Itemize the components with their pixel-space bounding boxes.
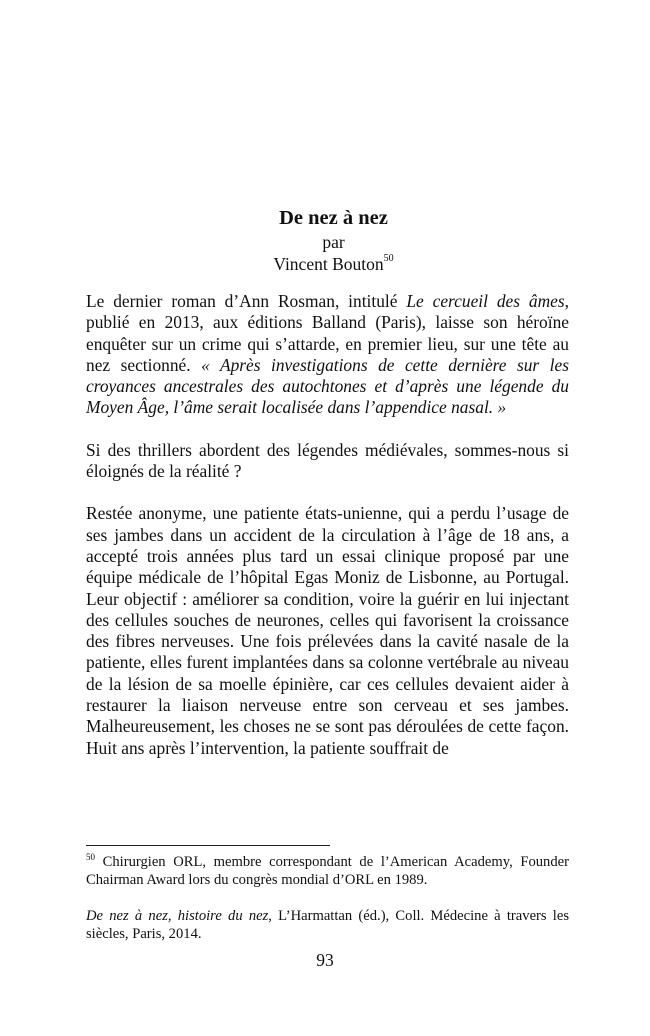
chapter-title: De nez à nez (279, 207, 388, 229)
by-line: par (322, 232, 345, 252)
chapter-heading (98, 205, 569, 275)
author-name: Vincent Bouton (273, 254, 384, 274)
footnote-reference[interactable]: 50 (383, 253, 394, 264)
quotation: « Après investigations de cette dernière sur les croyances ancestrales des autochtones et d’après une légende du Moyen Âge, l’âme serait localisée dans l’appendice nasal. » (86, 354, 569, 418)
footnote-1 (86, 853, 569, 889)
footnote-2 (86, 907, 569, 943)
paragraph-1-text-a: Le dernier roman d’Ann Rosman, intitulé (86, 291, 407, 311)
footnote-2-book-title: De nez à nez, histoire du nez (86, 908, 269, 924)
body-text (86, 291, 569, 759)
footnote-2-text: , L’Harmattan (éd.), Coll. Médecine à travers les siècles, Paris, 2014. (86, 908, 570, 942)
paragraph-2: Si des thrillers abordent des légendes médiévales, sommes-nous si éloignés de la réalité ? (86, 439, 569, 482)
paragraph-1 (86, 291, 569, 419)
footnote-divider (86, 845, 330, 846)
paragraph-3: Restée anonyme, une patiente états-unienne, qui a perdu l’usage de ses jambes dans un accident de la circulation à l’âge de 18 ans, a accepté trois années plus tard un essai clinique proposé par une équipe médicale de l’hôpital Egas Moniz de Lisbonne, au Portugal. Leur objectif : améliorer sa condition, voire la guérir en lui injectant des cellules souches de neurones, celles qui favorisent la croissance des fibres nerveuses. Une fois prélevées dans la cavité nasale de la patiente, elles furent implantées dans sa colonne vertébrale au niveau de la lésion de sa moelle épinière, car ces cellules devaient aider à restaurer la liaison nerveuse entre son cerveau et ses jambes. Malheureusement, les choses ne se sont pas déroulées de cette façon. Huit ans après l’intervention, la patiente souffrait de (86, 503, 569, 758)
footnote-1-number: 50 (86, 852, 95, 862)
author-line (98, 253, 569, 275)
page-number: 93 (316, 950, 334, 970)
footnotes (86, 853, 569, 943)
book-title: Le cercueil des âmes (406, 291, 565, 311)
page-content (86, 205, 569, 759)
paragraph-1-text-b: , publié en 2013, aux éditions Balland (Paris), laisse son héroïne enquêter sur un crime qui s’attarde, en premier lieu, sur une tête au nez sectionné. (86, 291, 570, 375)
footnote-1-text: Chirurgien ORL, membre correspondant de l’American Academy, Founder Chairman Award lors du congrès mondial d’ORL en 1989. (86, 854, 569, 888)
